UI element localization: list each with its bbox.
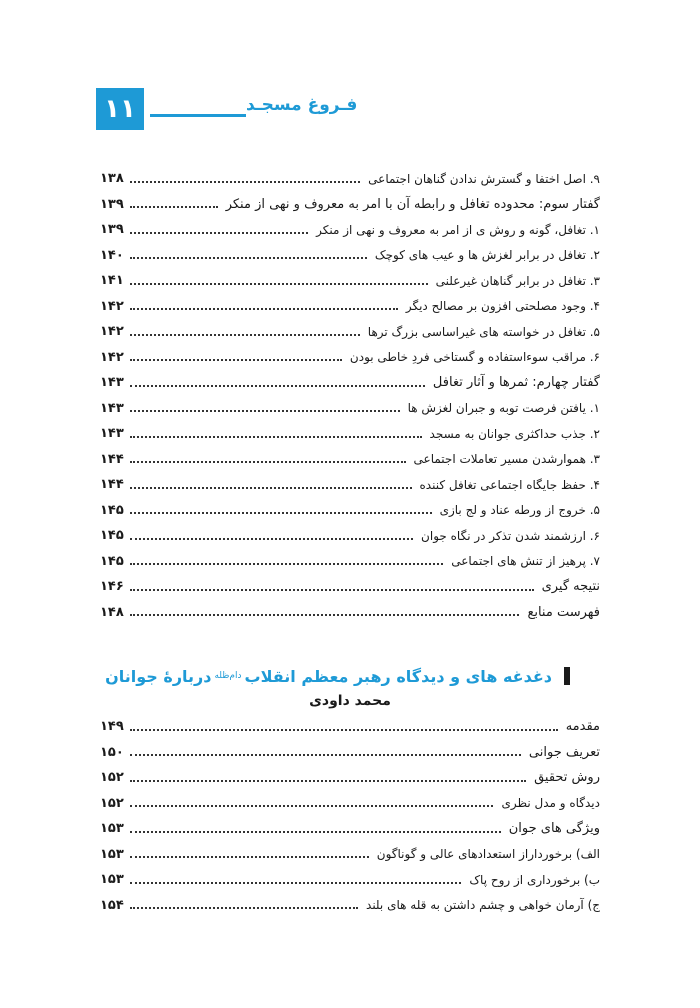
dot-leader <box>130 257 367 259</box>
dot-leader <box>130 359 342 361</box>
toc-entry <box>100 498 600 524</box>
toc-entry-page: ۱۵۲ <box>100 795 124 811</box>
dot-leader <box>130 461 406 463</box>
toc-entry-page: ۱۴۱ <box>100 273 124 289</box>
toc-entry-title: ۴. حفظ جایگاه اجتماعی تغافل کننده <box>419 477 600 492</box>
dot-leader <box>130 563 443 565</box>
toc-entry <box>100 523 600 549</box>
toc-entry-title: مقدمه <box>565 719 600 735</box>
toc-entry-page: ۱۴۲ <box>100 349 124 365</box>
toc-entry-title: ۵. تغافل در خواسته های غیراساسی بزرگ ترها <box>367 324 600 339</box>
toc-entry <box>100 447 600 473</box>
toc-entry <box>100 765 600 791</box>
toc-entry-page: ۱۴۳ <box>100 400 124 416</box>
toc-entry-title: ۲. تغافل در برابر لغزش ها و عیب های کوچک <box>374 248 600 263</box>
toc-entry <box>100 268 600 294</box>
toc-part-1 <box>100 166 600 625</box>
dot-leader <box>130 512 432 514</box>
section-title-end: دربارهٔ جوانان <box>105 666 212 686</box>
toc-entry-title: ۵. خروج از ورطه عناد و لج بازی <box>439 503 600 518</box>
toc-entry <box>100 396 600 422</box>
toc-entry-page: ۱۵۰ <box>100 744 124 760</box>
toc-entry-title: ویژگی های جوان <box>508 821 600 837</box>
toc-entry-page: ۱۴۲ <box>100 298 124 314</box>
dot-leader <box>130 308 398 310</box>
toc-entry <box>100 600 600 626</box>
page-header <box>96 88 616 130</box>
toc-entry-page: ۱۵۳ <box>100 846 124 862</box>
toc-entry-page: ۱۴۵ <box>100 528 124 544</box>
toc-entry-page: ۱۳۸ <box>100 171 124 187</box>
toc-entry-page: ۱۵۳ <box>100 872 124 888</box>
toc-entry <box>100 294 600 320</box>
header-rule <box>150 114 246 117</box>
toc-entry <box>100 842 600 868</box>
dot-leader <box>130 882 461 884</box>
toc-entry-page: ۱۴۳ <box>100 426 124 442</box>
dot-leader <box>130 729 558 731</box>
toc-entry <box>100 166 600 192</box>
toc-entry-title: ب) برخورداری از روح پاک <box>469 872 600 887</box>
toc-entry-page: ۱۴۲ <box>100 324 124 340</box>
dot-leader <box>130 754 521 756</box>
toc-entry <box>100 893 600 919</box>
toc-entry <box>100 867 600 893</box>
toc-entry-title: ۳. تغافل در برابر گناهان غیرعلنی <box>435 273 600 288</box>
toc-entry <box>100 243 600 269</box>
dot-leader <box>130 283 428 285</box>
toc-entry <box>100 192 600 218</box>
toc-entry-title: ۴. وجود مصلحتی افزون بر مصالح دیگر <box>405 299 600 314</box>
section-heading <box>105 661 570 691</box>
toc-entry-page: ۱۴۵ <box>100 553 124 569</box>
toc-entry <box>100 714 600 740</box>
dot-leader <box>130 538 413 540</box>
toc-entry-title: تعریف جوانی <box>528 744 600 760</box>
toc-entry <box>100 791 600 817</box>
page-number-box: ۱۱ <box>96 88 144 130</box>
toc-entry <box>100 740 600 766</box>
dot-leader <box>130 487 412 489</box>
toc-entry-title: ۳. هموارشدن مسیر تعاملات اجتماعی <box>413 452 600 467</box>
honorific-mark: دام‌ظله <box>214 671 242 681</box>
toc-entry-page: ۱۴۸ <box>100 604 124 620</box>
toc-entry-page: ۱۴۰ <box>100 247 124 263</box>
toc-entry-title: الف) برخورداراز استعدادهای عالی و گوناگون <box>376 847 600 862</box>
toc-entry-page: ۱۴۳ <box>100 375 124 391</box>
dot-leader <box>130 385 425 387</box>
journal-title: فـروغ مسجـد <box>246 95 358 115</box>
toc-entry <box>100 421 600 447</box>
toc-entry <box>100 549 600 575</box>
toc-entry-title: ۲. جذب حداکثری جوانان به مسجد <box>429 426 600 441</box>
toc-entry-page: ۱۵۲ <box>100 770 124 786</box>
toc-entry <box>100 472 600 498</box>
dot-leader <box>130 831 501 833</box>
dot-leader <box>130 856 369 858</box>
toc-entry-title: ۱. یافتن فرصت توبه و جبران لغزش ها <box>407 401 600 416</box>
toc-entry-title: روش تحقیق <box>534 770 600 786</box>
toc-entry-title: ۷. پرهیز از تنش های اجتماعی <box>451 554 600 569</box>
toc-entry-page: ۱۳۹ <box>100 222 124 238</box>
toc-entry <box>100 345 600 371</box>
toc-entry-title: ۹. اصل اختفا و گسترش ندادن گناهان اجتماعی <box>368 171 600 186</box>
toc-entry-page: ۱۴۶ <box>100 579 124 595</box>
dot-leader <box>130 334 360 336</box>
toc-entry-page: ۱۴۴ <box>100 451 124 467</box>
square-bullet-icon <box>564 667 570 685</box>
dot-leader <box>130 589 534 591</box>
dot-leader <box>130 232 308 234</box>
toc-entry <box>100 217 600 243</box>
toc-entry <box>100 370 600 396</box>
toc-entry-title: ۶. مراقب سوءاستفاده و گستاخی فردِ خاطی بودن <box>349 350 600 365</box>
toc-entry-title: ۶. ارزشمند شدن تذکر در نگاه جوان <box>421 528 600 543</box>
toc-entry-title: گفتار سوم: محدوده تغافل و رابطه آن با امر به معروف و نهی از منکر <box>225 196 600 212</box>
toc-entry-title: فهرست منابع <box>527 604 600 620</box>
toc-entry-title: گفتار چهارم: ثمرها و آثار تغافل <box>432 375 600 391</box>
toc-entry-page: ۱۵۴ <box>100 897 124 913</box>
toc-entry-page: ۱۳۹ <box>100 196 124 212</box>
dot-leader <box>130 614 519 616</box>
dot-leader <box>130 181 360 183</box>
toc-entry-title: دیدگاه و مدل نظری <box>501 796 600 811</box>
toc-entry-title: ۱. تغافل، گونه و روش ی از امر به معروف و نهی از منکر <box>316 222 600 237</box>
dot-leader <box>130 410 400 412</box>
dot-leader <box>130 436 422 438</box>
toc-entry-title: ج) آرمان خواهی و چشم داشتن به قله های بلند <box>366 898 600 913</box>
toc-entry <box>100 319 600 345</box>
toc-entry-page: ۱۴۹ <box>100 719 124 735</box>
toc-entry-title: نتیجه گیری <box>541 579 600 595</box>
toc-part-2 <box>100 714 600 918</box>
toc-entry-page: ۱۴۵ <box>100 502 124 518</box>
dot-leader <box>130 780 526 782</box>
toc-entry <box>100 574 600 600</box>
section-author: محمد داودی <box>309 693 391 709</box>
toc-entry-page: ۱۵۳ <box>100 821 124 837</box>
dot-leader <box>130 907 358 909</box>
dot-leader <box>130 805 493 807</box>
section-title: دغدغه های و دیدگاه رهبر معظم انقلاب <box>244 666 552 686</box>
toc-entry-page: ۱۴۴ <box>100 477 124 493</box>
dot-leader <box>130 206 218 208</box>
toc-entry <box>100 816 600 842</box>
